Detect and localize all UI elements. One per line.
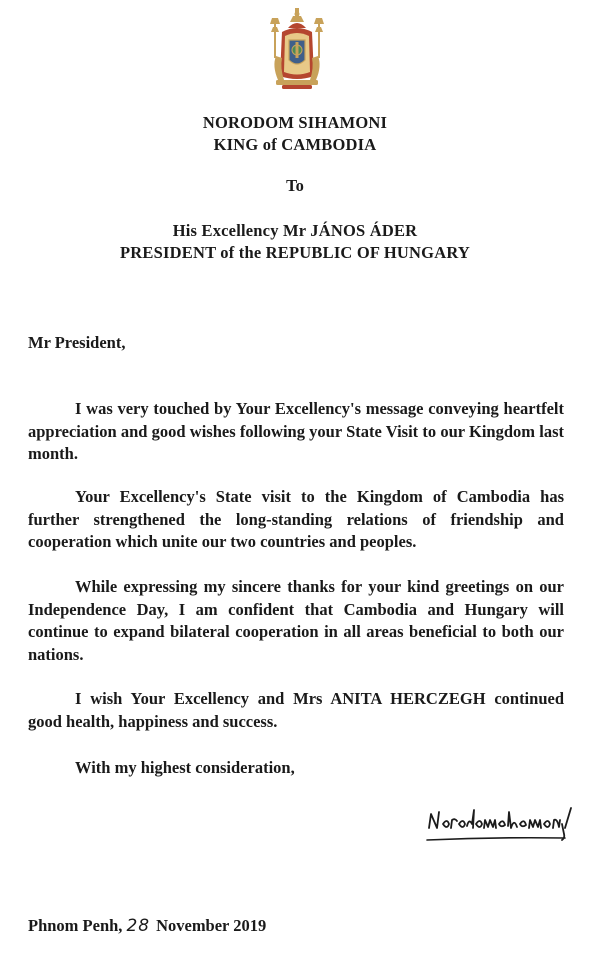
dateline (28, 916, 266, 936)
sender-block (0, 112, 590, 156)
recipient-block (0, 220, 590, 264)
signature-icon (425, 800, 575, 846)
paragraph-1: I was very touched by Your Excellency's message conveying heartfelt appreciation and good wishes following your State Visit to our Kingdom last month. (28, 399, 564, 463)
paragraph-3: While expressing my sincere thanks for your kind greetings on our Independence Day, I am confident that Cambodia and Hungary will continue to expand bilateral cooperation in all areas beneficial to both our nations. (28, 577, 564, 664)
recipient-name: His Excellency Mr JÁNOS ÁDER (172, 221, 418, 240)
sender-name: NORODOM SIHAMONI (202, 113, 388, 132)
dateline-month-year: November 2019 (156, 916, 267, 935)
paragraph-4: I wish Your Excellency and Mrs ANITA HERCZEGH continued good health, happiness and success. (28, 689, 564, 731)
salutation: Mr President, (28, 333, 126, 352)
royal-crest-icon (268, 6, 326, 92)
dateline-place: Phnom Penh, (28, 916, 123, 935)
paragraph-2: Your Excellency's State visit to the Kingdom of Cambodia has further strengthened the long-standing relations of friendship and cooperation which unite our two countries and peoples. (28, 487, 564, 551)
closing-line: With my highest consideration, (75, 758, 295, 777)
to-label: To (286, 176, 304, 195)
dateline-day: 28 (126, 916, 151, 936)
sender-title: KING of CAMBODIA (213, 135, 377, 154)
recipient-title: PRESIDENT of the REPUBLIC OF HUNGARY (120, 243, 470, 262)
